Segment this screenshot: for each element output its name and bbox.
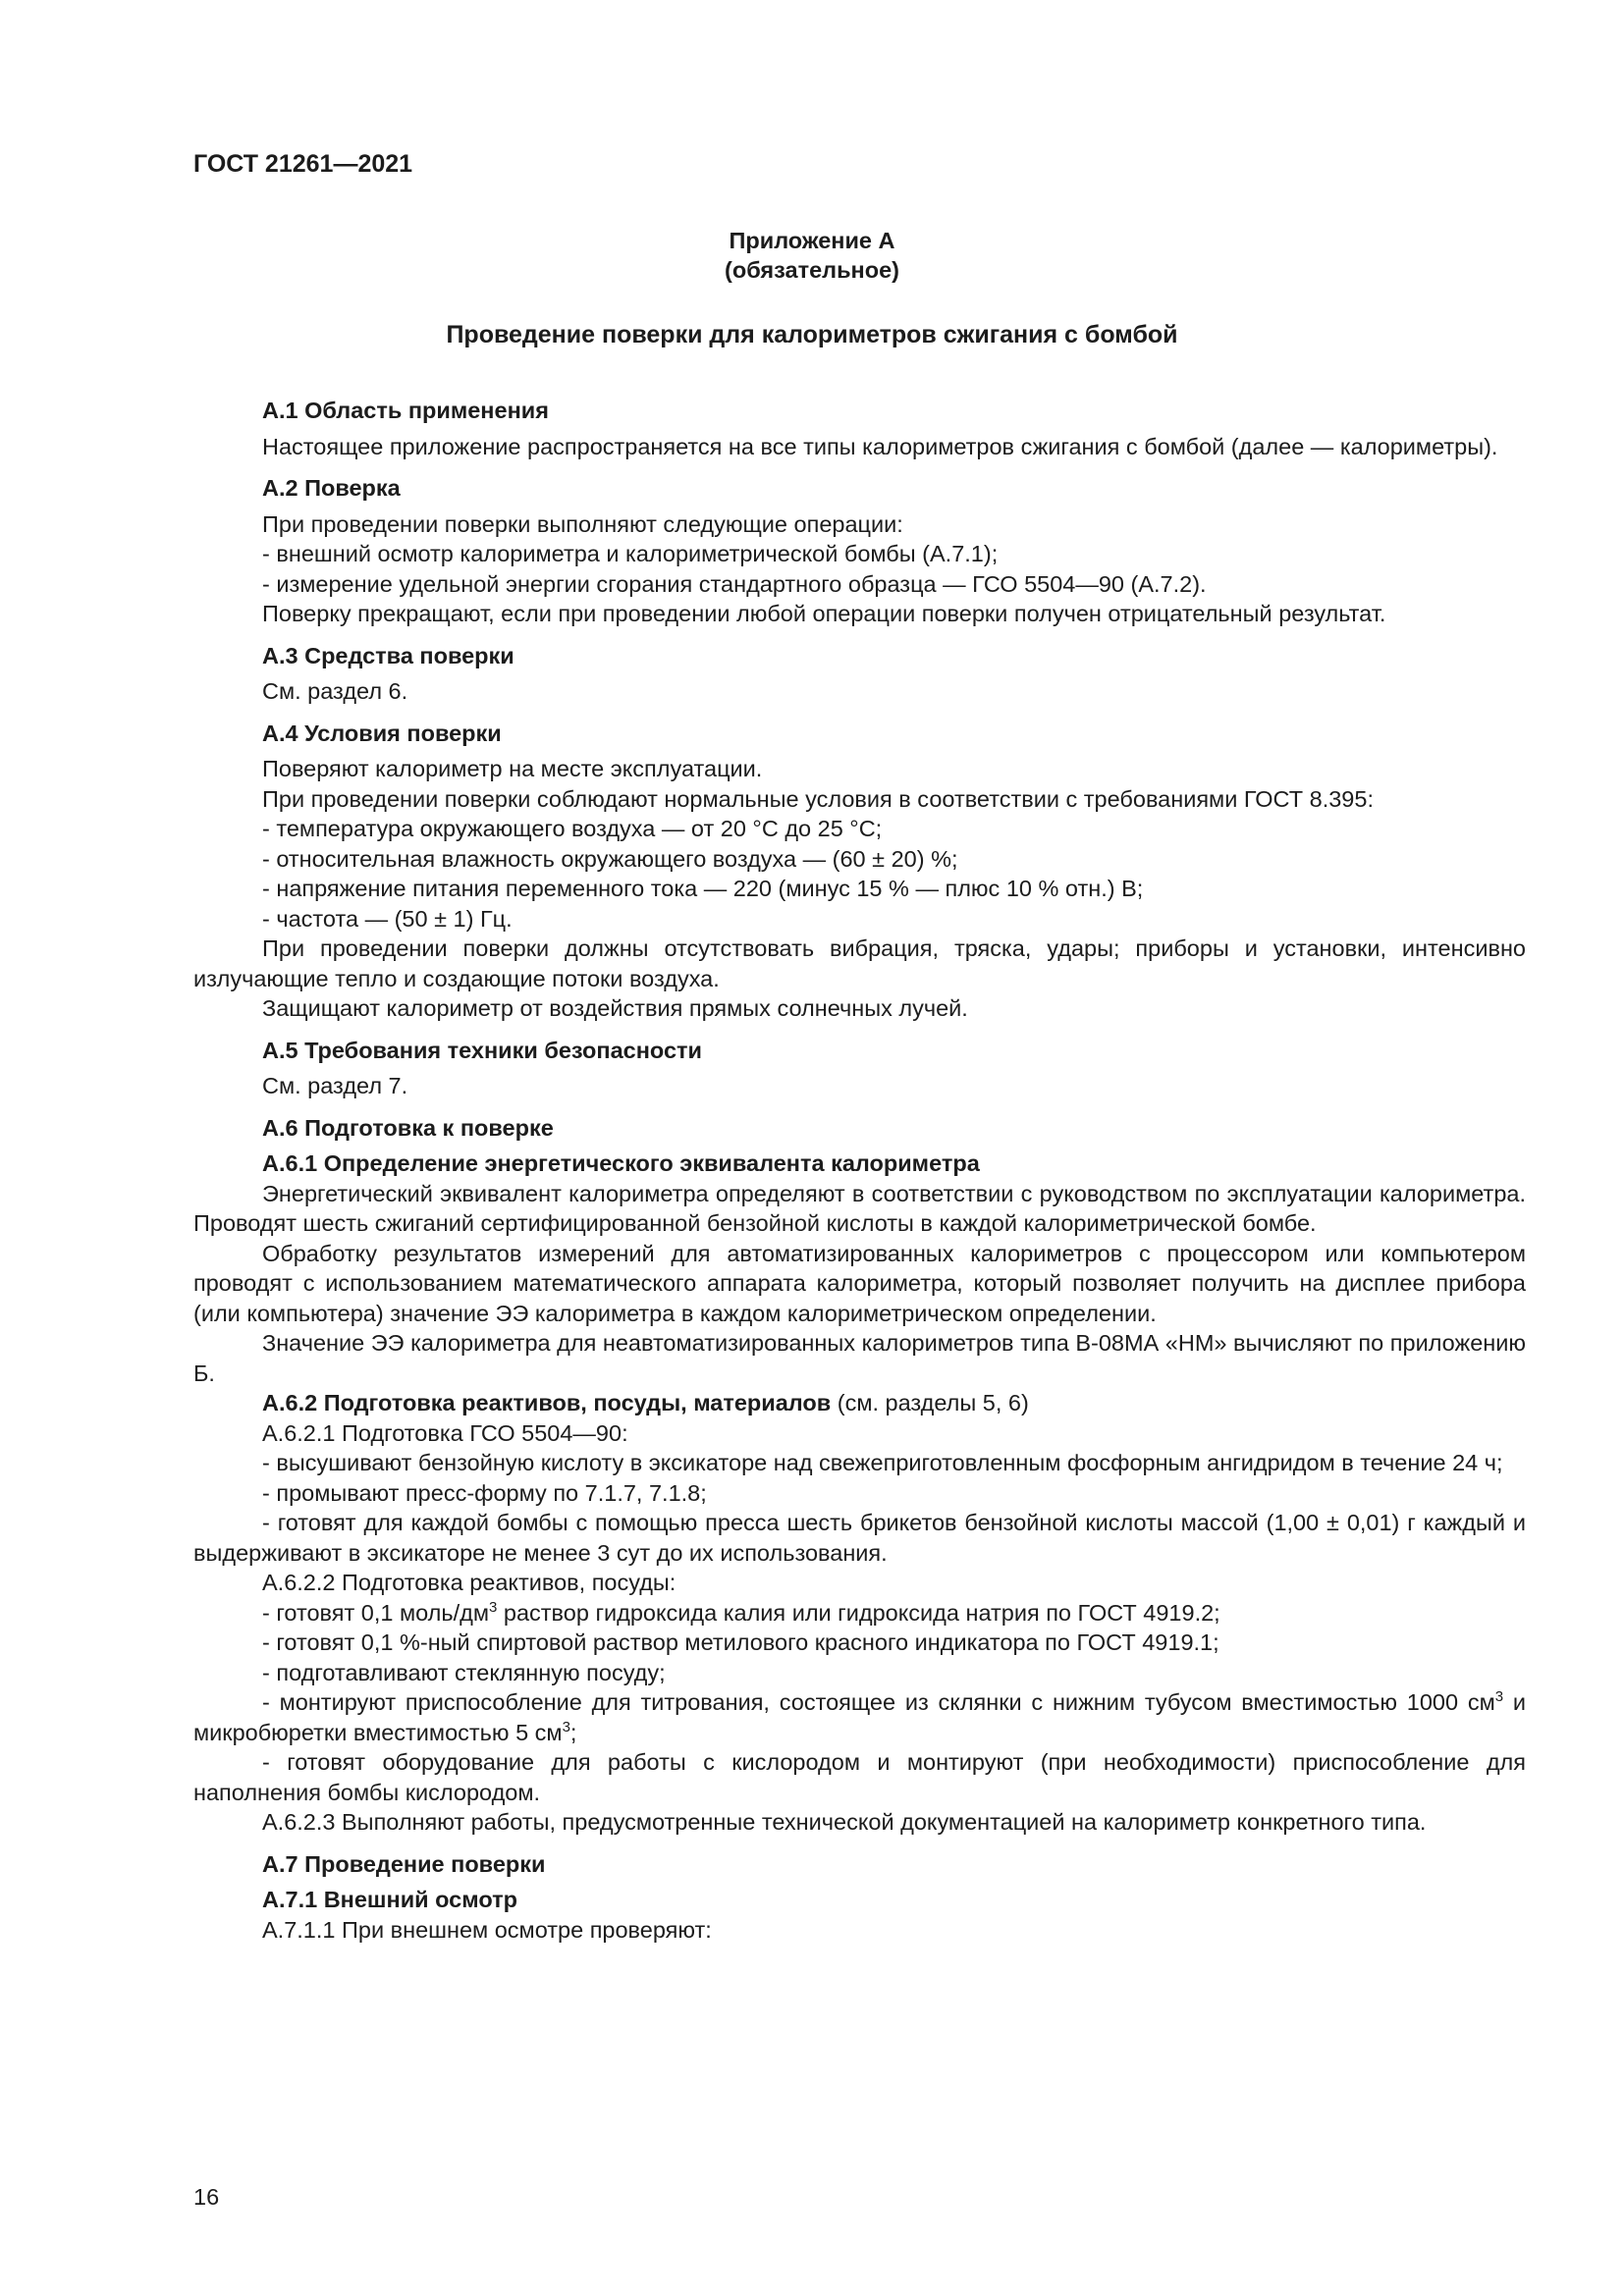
page-number: 16 bbox=[193, 2184, 220, 2210]
clause-a621: А.6.2.1 Подготовка ГСО 5504—90: bbox=[262, 1419, 628, 1446]
section-heading-a3: А.3 Средства поверки bbox=[262, 642, 514, 668]
subsection-a62-ref: (см. разделы 5, 6) bbox=[831, 1390, 1029, 1415]
subsection-heading-a61: А.6.1 Определение энергетического эквивалента калориметра bbox=[262, 1150, 980, 1176]
list-item: - монтируют приспособление для титрования, состоящее из склянки с нижним тубусом вместимостью 1000 $см^3$ и микробюретки вместимостью 5 $см^3$; bbox=[193, 1688, 1526, 1745]
list-item: - температура окружающего воздуха — от 20 °С до 25 °С; bbox=[262, 816, 883, 841]
paragraph: Поверку прекращают, если при проведении любой операции поверки получен отрицательный результат. bbox=[262, 601, 1386, 626]
paragraph: При проведении поверки соблюдают нормальные условия в соответствии с требованиями ГОСТ 8.395: bbox=[262, 785, 1374, 812]
paragraph: Защищают калориметр от воздействия прямых солнечных лучей. bbox=[262, 995, 968, 1021]
list-item: - напряжение питания переменного тока — 220 (минус 15 % — плюс 10 % отн.) В; bbox=[262, 876, 1144, 901]
annex-status: (обязательное) bbox=[725, 257, 899, 283]
list-item: - относительная влажность окружающего воздуха — (60 ± 20) %; bbox=[262, 845, 958, 872]
list-item: - высушивают бензойную кислоту в эксикаторе над свежеприготовленным фосфорным ангидридом в течение 24 ч; bbox=[262, 1450, 1503, 1475]
subsection-heading-a71: А.7.1 Внешний осмотр bbox=[262, 1887, 517, 1912]
paragraph: Настоящее приложение распространяется на все типы калориметров сжигания с бомбой (далее — калориметры). bbox=[262, 433, 1498, 459]
annex-label: Приложение А bbox=[729, 228, 895, 253]
subsection-heading-a62: А.6.2 Подготовка реактивов, посуды, материалов bbox=[262, 1390, 832, 1415]
paragraph: Обработку результатов измерений для автоматизированных калориметров с процессором или компьютером проводят с использованием математического аппарата калориметра, который позволяет получить на дисплее прибора (или компьютера) значение ЭЭ калориметра в каждом калориметрическом определении. bbox=[193, 1240, 1526, 1326]
paragraph: Поверяют калориметр на месте эксплуатации. bbox=[262, 756, 763, 781]
list-item: - готовят 0,1 моль/$дм^3$ раствор гидроксида калия или гидроксида натрия по ГОСТ 4919.2; bbox=[262, 1598, 1220, 1626]
paragraph: См. раздел 7. bbox=[262, 1073, 408, 1098]
list-item: - внешний осмотр калориметра и калориметрической бомбы (А.7.1); bbox=[262, 541, 999, 566]
list-item: - готовят 0,1 %-ный спиртовой раствор метилового красного индикатора по ГОСТ 4919.1; bbox=[262, 1629, 1219, 1655]
list-item: - подготавливают стеклянную посуду; bbox=[262, 1659, 666, 1685]
subsection-a62-line bbox=[193, 1388, 1526, 1418]
list-item: - готовят оборудование для работы с кислородом и монтируют (при необходимости) приспособление для наполнения бомбы кислородом. bbox=[193, 1749, 1526, 1805]
paragraph: При проведении поверки должны отсутствовать вибрация, тряска, удары; приборы и установки, интенсивно излучающие тепло и создающие потоки воздуха. bbox=[193, 935, 1526, 991]
clause-a622: А.6.2.2 Подготовка реактивов, посуды: bbox=[262, 1570, 677, 1595]
clause-a623: А.6.2.3 Выполняют работы, предусмотренные технической документацией на калориметр конкретного типа. bbox=[262, 1809, 1427, 1835]
clause-a711: А.7.1.1 При внешнем осмотре проверяют: bbox=[262, 1916, 712, 1943]
document-body bbox=[193, 396, 1526, 1945]
section-heading-a5: А.5 Требования техники безопасности bbox=[262, 1037, 702, 1063]
annex-title: Проведение поверки для калориметров сжигания с бомбой bbox=[446, 321, 1178, 348]
section-heading-a2: А.2 Поверка bbox=[262, 475, 401, 501]
section-heading-a6: А.6 Подготовка к поверке bbox=[262, 1114, 554, 1141]
paragraph: Энергетический эквивалент калориметра определяют в соответствии с руководством по эксплуатации калориметра. Проводят шесть сжиганий сертифицированной бензойной кислоты в каждой калориметрической бомбе. bbox=[193, 1180, 1526, 1236]
section-heading-a4: А.4 Условия поверки bbox=[262, 720, 502, 746]
section-heading-a1: А.1 Область применения bbox=[262, 398, 549, 423]
annex-label-block bbox=[0, 226, 1624, 285]
paragraph: Значение ЭЭ калориметра для неавтоматизированных калориметров типа В-08МА «НМ» вычисляют по приложению Б. bbox=[193, 1330, 1526, 1386]
paragraph: При проведении поверки выполняют следующие операции: bbox=[262, 510, 903, 537]
section-heading-a7: А.7 Проведение поверки bbox=[262, 1850, 546, 1877]
list-item: - промывают пресс-форму по 7.1.7, 7.1.8; bbox=[262, 1479, 707, 1506]
list-item: - готовят для каждой бомбы с помощью пресса шесть брикетов бензойной кислоты массой (1,00 ± 0,01) г каждый и выдерживают в эксикаторе не менее 3 сут до их использования. bbox=[193, 1510, 1526, 1566]
document-id-header: ГОСТ 21261—2021 bbox=[193, 150, 413, 178]
paragraph: См. раздел 6. bbox=[262, 678, 408, 704]
list-item: - измерение удельной энергии сгорания стандартного образца — ГСО 5504—90 (А.7.2). bbox=[262, 570, 1207, 597]
list-item: - частота — (50 ± 1) Гц. bbox=[262, 905, 513, 932]
